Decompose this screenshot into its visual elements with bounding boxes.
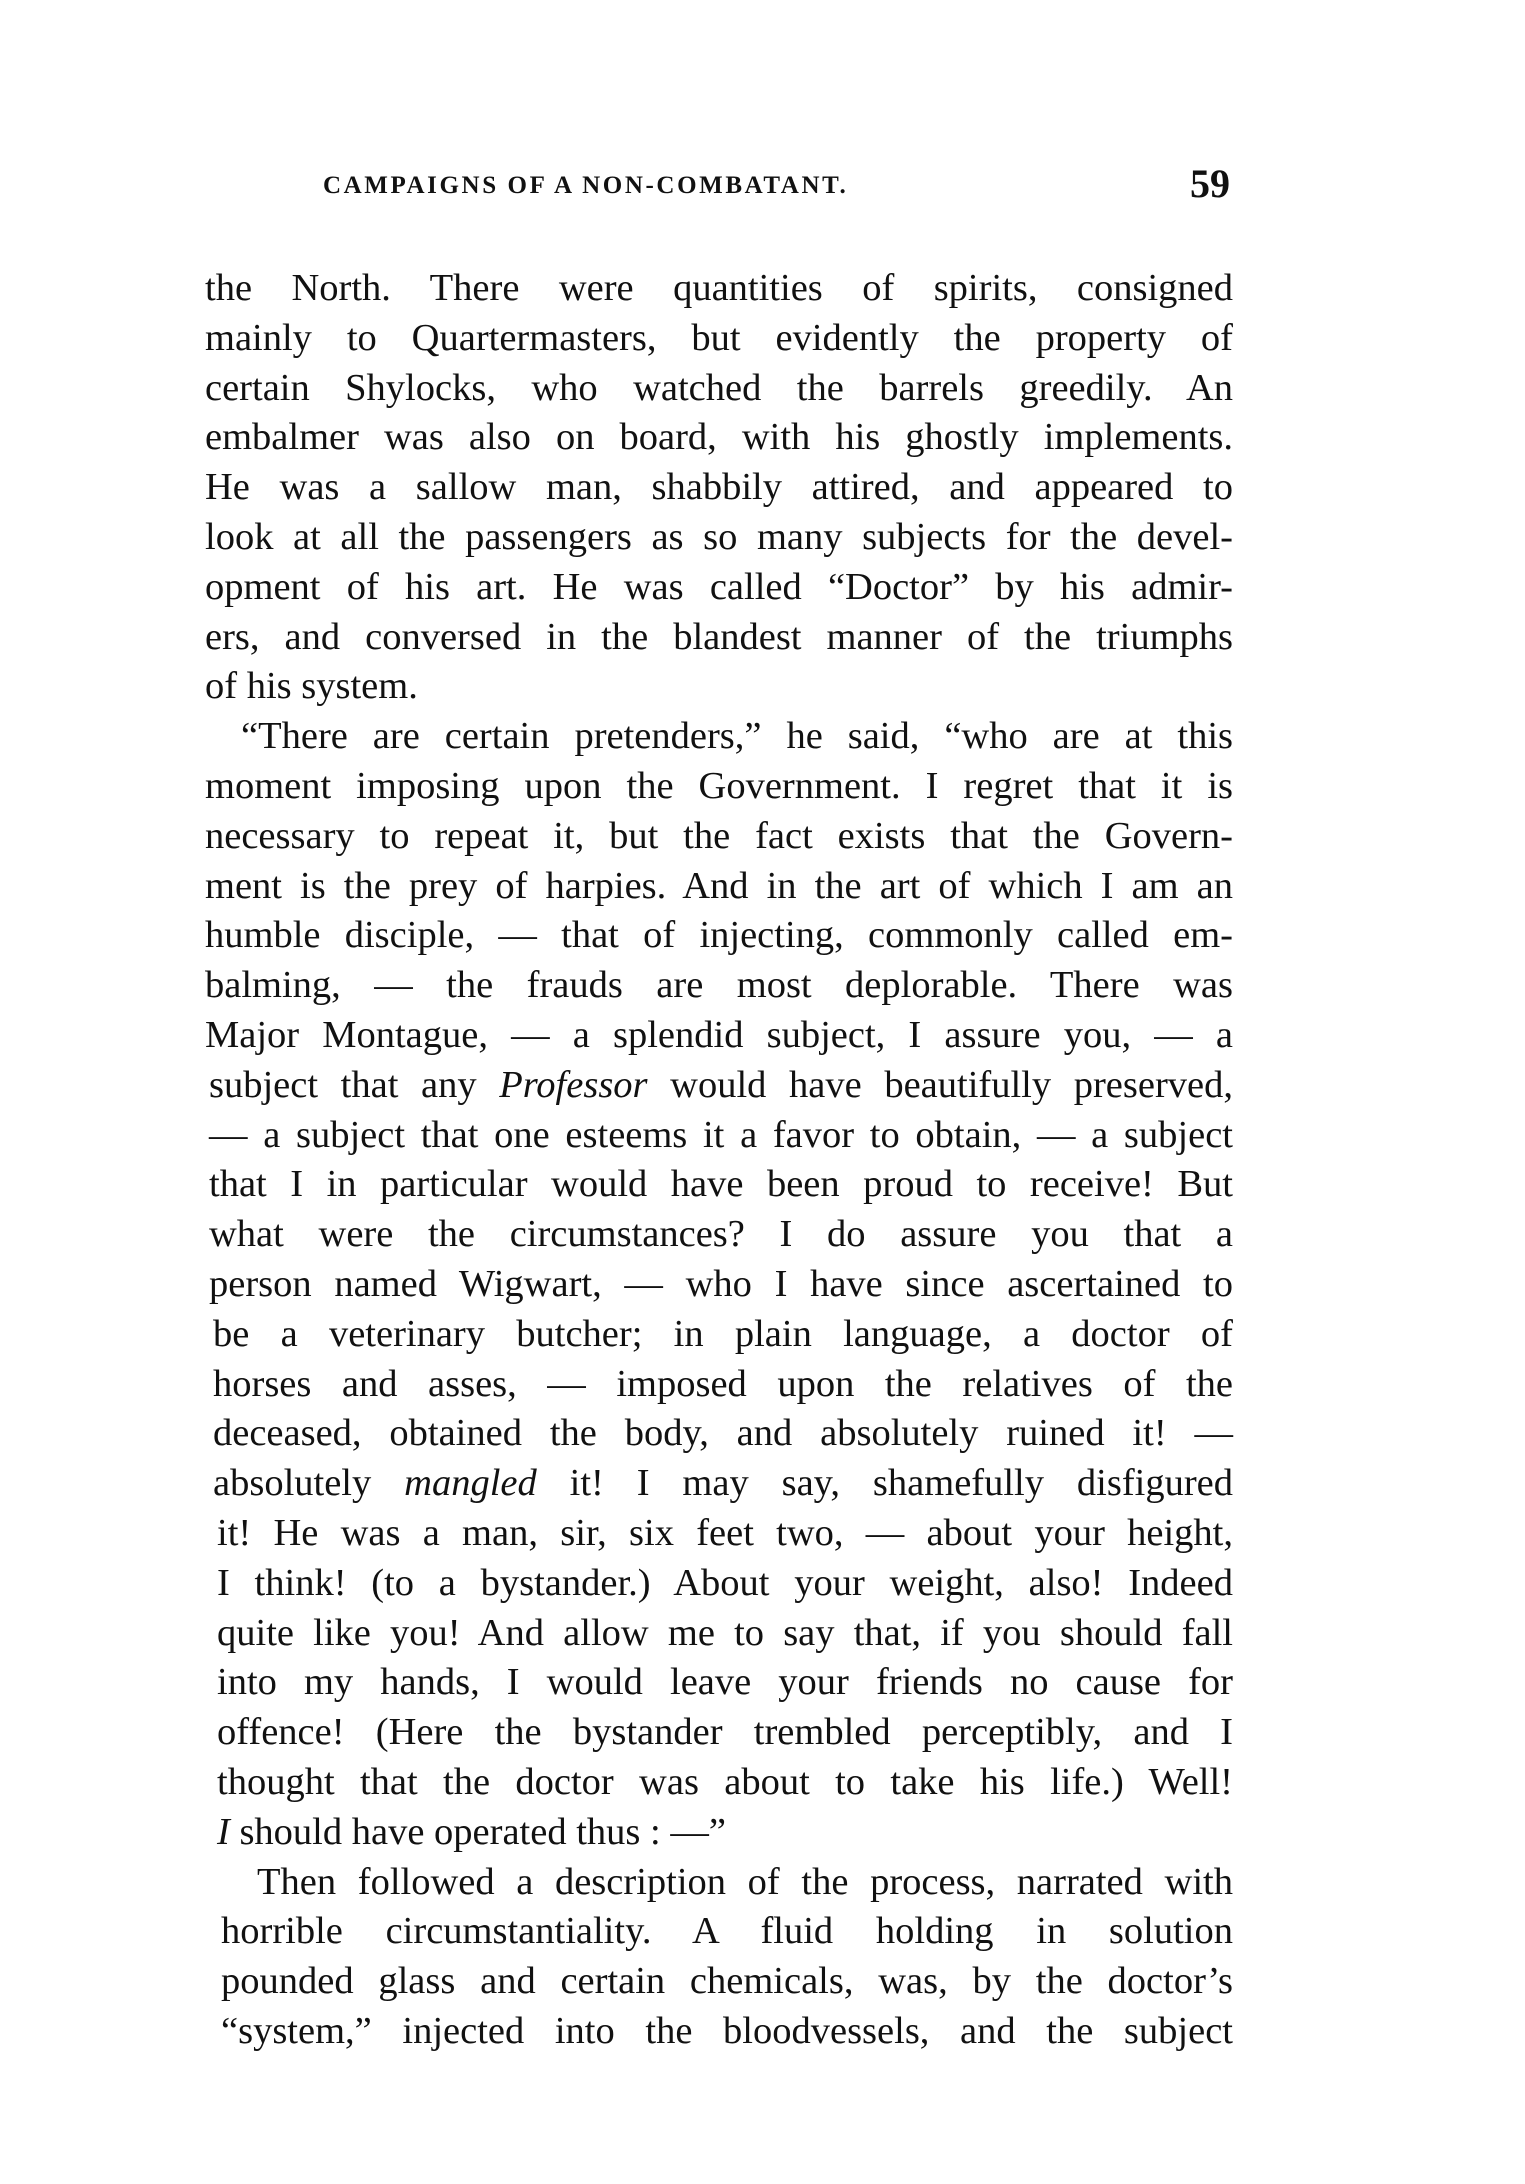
text-line: of his system. (205, 665, 418, 708)
text-line: Then followed a description of the process, narrated with (257, 1860, 1233, 1903)
text-line: thought that the doctor was about to take his life.) Well! (217, 1760, 1233, 1803)
text-line: necessary to repeat it, but the fact exists that the Govern- (205, 814, 1233, 857)
page-number: 59 (1190, 161, 1230, 206)
text-line: horrible circumstantiality. A fluid holding in solution (221, 1910, 1233, 1953)
text-line: offence! (Here the bystander trembled perceptibly, and I (217, 1711, 1233, 1754)
text-line: humble disciple, — that of injecting, commonly called em- (205, 914, 1233, 957)
text-line: I think! (to a bystander.) About your weight, also! Indeed (217, 1561, 1233, 1604)
text-line (217, 1808, 1233, 1858)
line-text: subject that any (209, 1063, 500, 1106)
text-line: horses and asses, — imposed upon the relatives of the (213, 1362, 1233, 1405)
text-line: He was a sallow man, shabbily attired, and appeared to (205, 466, 1233, 509)
text-line: embalmer was also on board, with his ghostly implements. (205, 416, 1233, 459)
text-line: opment of his art. He was called “Doctor” by his admir- (205, 565, 1233, 608)
text-line: ment is the prey of harpies. And in the art of which I am an (205, 864, 1233, 907)
body-text (205, 264, 1233, 2057)
text-line: ers, and conversed in the blandest manner of the triumphs (205, 615, 1233, 658)
text-line: certain Shylocks, who watched the barrels greedily. An (205, 366, 1233, 409)
italic-word: Professor (499, 1063, 648, 1106)
text-line: look at all the passengers as so many subjects for the devel- (205, 515, 1233, 558)
text-line: it! He was a man, sir, six feet two, — about your height, (217, 1511, 1233, 1554)
text-line: deceased, obtained the body, and absolutely ruined it! — (213, 1412, 1233, 1455)
text-line (209, 1061, 1233, 1111)
text-line: “system,” injected into the bloodvessels, and the subject (221, 2009, 1233, 2052)
italic-word: I (217, 1810, 230, 1853)
line-text: should have operated thus : —” (229, 1810, 726, 1853)
running-title: CAMPAIGNS OF A NON-COMBATANT. (323, 172, 849, 199)
text-line: mainly to Quartermasters, but evidently the property of (205, 316, 1233, 359)
text-line: person named Wigwart, — who I have since ascertained to (209, 1262, 1233, 1305)
text-line: Major Montague, — a splendid subject, I assure you, — a (205, 1013, 1233, 1056)
text-line: the North. There were quantities of spirits, consigned (205, 267, 1233, 309)
line-text: absolutely (213, 1462, 405, 1505)
line-text: would have beautifully preserved, (647, 1063, 1233, 1106)
text-line: pounded glass and certain chemicals, was, by the doctor’s (221, 1960, 1233, 2003)
text-line: balming, — the frauds are most deplorable. There was (205, 964, 1233, 1007)
text-line: what were the circumstances? I do assure you that a (209, 1213, 1233, 1256)
text-line (213, 1459, 1233, 1509)
text-line: — a subject that one esteems it a favor to obtain, — a subject (209, 1113, 1233, 1156)
text-line: quite like you! And allow me to say that, if you should fall (217, 1611, 1233, 1654)
text-line: moment imposing upon the Government. I regret that it is (205, 764, 1233, 807)
line-text: it! I may say, shamefully disfigured (536, 1462, 1233, 1505)
text-line: “There are certain pretenders,” he said, “who are at this (241, 715, 1233, 758)
text-line: that I in particular would have been proud to receive! But (209, 1163, 1233, 1206)
text-line: into my hands, I would leave your friends no cause for (217, 1661, 1233, 1704)
text-line: be a veterinary butcher; in plain language, a doctor of (213, 1312, 1233, 1355)
running-head (205, 160, 1230, 210)
italic-word: mangled (404, 1462, 537, 1505)
